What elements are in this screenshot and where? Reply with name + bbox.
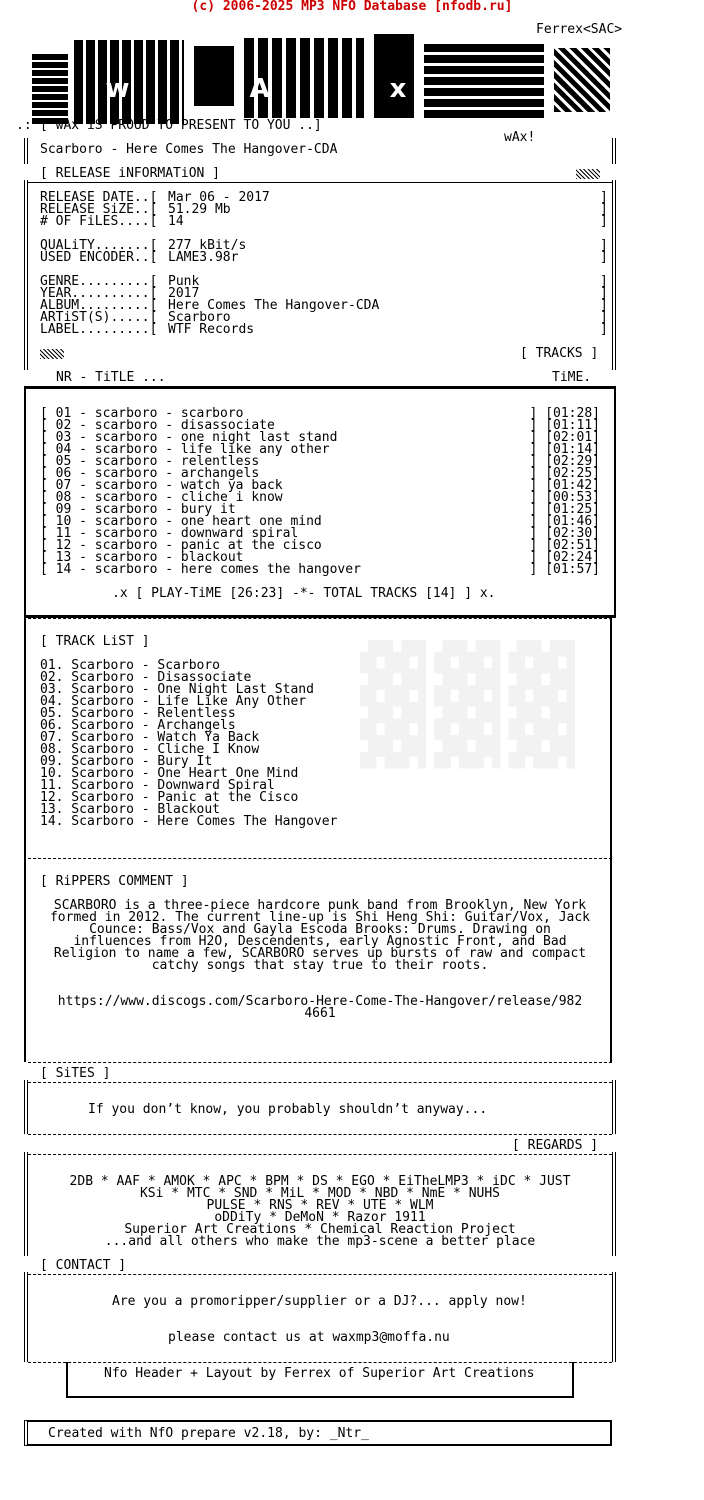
wax-tag: wAx! bbox=[504, 130, 536, 145]
track-list-header: [ TRACK LiST ] bbox=[40, 634, 150, 649]
info-close-bracket: ] bbox=[600, 202, 608, 217]
info-label: # OF FiLES....[ bbox=[40, 214, 158, 229]
info-value: Scarboro bbox=[168, 310, 231, 325]
track-time: ] [01:57] bbox=[529, 562, 600, 577]
shade-block bbox=[576, 169, 600, 179]
contact-apply: Are you a promoripper/supplier or a DJ?... apply now! bbox=[112, 1294, 527, 1309]
tracks-header: [ TRACKS ] bbox=[520, 346, 599, 361]
track-list-item: 02. Scarboro - Disassociate bbox=[40, 670, 252, 685]
tracks-col-nr: NR - TiTLE ... bbox=[56, 370, 166, 385]
sites-header: [ SiTES ] bbox=[40, 1066, 111, 1081]
info-close-bracket: ] bbox=[600, 310, 608, 325]
tracks-summary: .x [ PLAY-TiME [26:23] -*- TOTAL TRACKS [14] ] x. bbox=[112, 586, 496, 601]
divider bbox=[28, 1062, 612, 1063]
info-value: Punk bbox=[168, 274, 200, 289]
track-time: ] [01:11] bbox=[529, 418, 600, 433]
regards-line: PULSE * RNS * REV * UTE * WLM bbox=[206, 1198, 434, 1213]
track-list-item: 08. Scarboro - Cliche I Know bbox=[40, 742, 260, 757]
comment-line: Religion to name a few, SCARBORO serves up bursts of raw and compact bbox=[53, 946, 587, 961]
track-list-item: 12. Scarboro - Panic at the Cisco bbox=[40, 790, 299, 805]
info-value: LAME3.98r bbox=[168, 250, 239, 265]
info-value: 51.29 Mb bbox=[168, 202, 231, 217]
comment-line: Counce: Bass/Vox and Gayla Escoda Brooks: Drums. Drawing on bbox=[89, 922, 551, 937]
info-close-bracket: ] bbox=[600, 250, 608, 265]
info-close-bracket: ] bbox=[600, 274, 608, 289]
contact-frame bbox=[24, 1272, 616, 1362]
regards-line: Superior Art Creations * Chemical Reaction Project bbox=[124, 1222, 516, 1237]
info-label: RELEASE SiZE..[ bbox=[40, 202, 158, 217]
logo-letters: wAx bbox=[105, 74, 527, 104]
track-list-item: 07. Scarboro - Watch Ya Back bbox=[40, 730, 260, 745]
track-title: [ 07 - scarboro - watch ya back bbox=[40, 478, 283, 493]
info-value: Mar 06 - 2017 bbox=[168, 190, 270, 205]
info-close-bracket: ] bbox=[600, 214, 608, 229]
regards-line: 2DB * AAF * AMOK * APC * BPM * DS * EGO * EiTheLMP3 * iDC * JUST bbox=[69, 1174, 571, 1189]
info-close-bracket: ] bbox=[600, 190, 608, 205]
divider bbox=[28, 1154, 612, 1155]
release-title: Scarboro - Here Comes The Hangover-CDA bbox=[40, 142, 338, 157]
track-title: [ 02 - scarboro - disassociate bbox=[40, 418, 275, 433]
track-title: [ 14 - scarboro - here comes the hangover bbox=[40, 562, 361, 577]
info-value: 277 kBit/s bbox=[168, 238, 247, 253]
track-title: [ 12 - scarboro - panic at the cisco bbox=[40, 538, 322, 553]
divider bbox=[28, 1274, 612, 1275]
info-label: RELEASE DATE..[ bbox=[40, 190, 158, 205]
footer-credit: Nfo Header + Layout by Ferrex of Superior Art Creations bbox=[104, 1366, 535, 1381]
track-title: [ 13 - scarboro - blackout bbox=[40, 550, 244, 565]
info-label: USED ENCODER..[ bbox=[40, 250, 158, 265]
track-list-item: 13. Scarboro - Blackout bbox=[40, 802, 221, 817]
track-time: ] [01:25] bbox=[529, 502, 600, 517]
divider bbox=[28, 1134, 612, 1135]
track-row bbox=[40, 564, 600, 576]
track-time: ] [01:14] bbox=[529, 442, 600, 457]
track-list-item: 09. Scarboro - Bury It bbox=[40, 754, 213, 769]
info-close-bracket: ] bbox=[600, 238, 608, 253]
contact-header: [ CONTACT ] bbox=[40, 1258, 127, 1273]
tracks-col-time: TiME. bbox=[552, 370, 592, 385]
regards-line: KSi * MTC * SND * MiL * MOD * NBD * NmE * NUHS bbox=[139, 1186, 501, 1201]
info-label: ARTiST(S).....[ bbox=[40, 310, 158, 325]
info-label: YEAR..........[ bbox=[40, 286, 158, 301]
regards-header: [ REGARDS ] bbox=[512, 1138, 599, 1153]
info-close-bracket: ] bbox=[600, 298, 608, 313]
track-list-item: 14. Scarboro - Here Comes The Hangover bbox=[40, 814, 338, 829]
divider bbox=[28, 182, 612, 183]
track-time: ] [01:28] bbox=[529, 406, 600, 421]
track-list-item: 06. Scarboro - Archangels bbox=[40, 718, 236, 733]
release-info-header: [ RELEASE iNFORMATiON ] bbox=[40, 166, 221, 181]
track-title: [ 06 - scarboro - archangels bbox=[40, 466, 260, 481]
nfodb-banner: (c) 2006-2025 MP3 NFO Database [nfodb.ru] bbox=[191, 0, 513, 14]
track-time: ] [00:53] bbox=[529, 490, 600, 505]
track-title: [ 09 - scarboro - bury it bbox=[40, 502, 236, 517]
track-time: ] [01:46] bbox=[529, 514, 600, 529]
track-list-item: 11. Scarboro - Downward Spiral bbox=[40, 778, 275, 793]
info-value: 14 bbox=[168, 214, 184, 229]
track-time: ] [02:30] bbox=[529, 526, 600, 541]
wax-logo bbox=[14, 34, 618, 114]
proud-line: [ wAx iS PROUD TO PRESENT TO YOU ..] bbox=[40, 118, 322, 133]
track-title: [ 01 - scarboro - scarboro bbox=[40, 406, 244, 421]
left-dots: .: bbox=[16, 118, 32, 133]
logo-credit: Ferrex<SAC> bbox=[536, 22, 623, 37]
info-close-bracket: ] bbox=[600, 322, 608, 337]
info-label: LABEL.........[ bbox=[40, 322, 158, 337]
comment-line: influences from H2O, Descendents, early Agnostic Front, and Bad bbox=[73, 934, 567, 949]
comment-line: SCARBORO is a three-piece hardcore punk band from Brooklyn, New York bbox=[53, 898, 587, 913]
comment-header: [ RiPPERS COMMENT ] bbox=[40, 874, 189, 889]
track-list-item: 05. Scarboro - Relentless bbox=[40, 706, 236, 721]
track-time: ] [02:01] bbox=[529, 430, 600, 445]
track-title: [ 03 - scarboro - one night last stand bbox=[40, 430, 338, 445]
shade-block bbox=[40, 349, 64, 359]
info-label: GENRE.........[ bbox=[40, 274, 158, 289]
info-value: WTF Records bbox=[168, 322, 255, 337]
regards-line: ...and all others who make the mp3-scene a better place bbox=[104, 1234, 536, 1249]
discogs-link-line[interactable]: 4661 bbox=[304, 1006, 336, 1021]
info-value: Here Comes The Hangover-CDA bbox=[168, 298, 380, 313]
track-time: ] [02:24] bbox=[529, 550, 600, 565]
track-title: [ 04 - scarboro - life like any other bbox=[40, 442, 330, 457]
sites-text: If you don’t know, you probably shouldn’t anyway... bbox=[88, 1102, 488, 1117]
track-list-item: 10. Scarboro - One Heart One Mind bbox=[40, 766, 299, 781]
discogs-link-line[interactable]: https://www.discogs.com/Scarboro-Here-Come-The-Hangover/release/982 bbox=[57, 994, 583, 1009]
track-title: [ 05 - scarboro - relentless bbox=[40, 454, 260, 469]
track-time: ] [02:25] bbox=[529, 466, 600, 481]
created-with: Created with NfO prepare v2.18, by: _Ntr_ bbox=[48, 1426, 369, 1441]
track-list-item: 01. Scarboro - Scarboro bbox=[40, 658, 221, 673]
contact-email[interactable]: please contact us at waxmp3@moffa.nu bbox=[168, 1330, 450, 1345]
track-title: [ 08 - scarboro - cliche i know bbox=[40, 490, 283, 505]
watermark-shape: ▓▓▓ bbox=[360, 640, 583, 768]
regards-line: oDDiTy * DeMoN * Razor 1911 bbox=[214, 1210, 426, 1225]
track-time: ] [02:29] bbox=[529, 454, 600, 469]
divider bbox=[28, 1082, 612, 1083]
track-list-item: 03. Scarboro - One Night Last Stand bbox=[40, 682, 314, 697]
info-value: 2017 bbox=[168, 286, 200, 301]
track-time: ] [01:42] bbox=[529, 478, 600, 493]
track-list-item: 04. Scarboro - Life Like Any Other bbox=[40, 694, 307, 709]
comment-line: catchy songs that stay true to their roots. bbox=[151, 958, 489, 973]
track-time: ] [02:51] bbox=[529, 538, 600, 553]
comment-line: formed in 2012. The current line-up is Shi Heng Shi: Guitar/Vox, Jack bbox=[49, 910, 591, 925]
track-title: [ 11 - scarboro - downward spiral bbox=[40, 526, 299, 541]
info-close-bracket: ] bbox=[600, 286, 608, 301]
info-label: ALBUM.........[ bbox=[40, 298, 158, 313]
info-label: QUALiTY.......[ bbox=[40, 238, 158, 253]
track-title: [ 10 - scarboro - one heart one mind bbox=[40, 514, 322, 529]
